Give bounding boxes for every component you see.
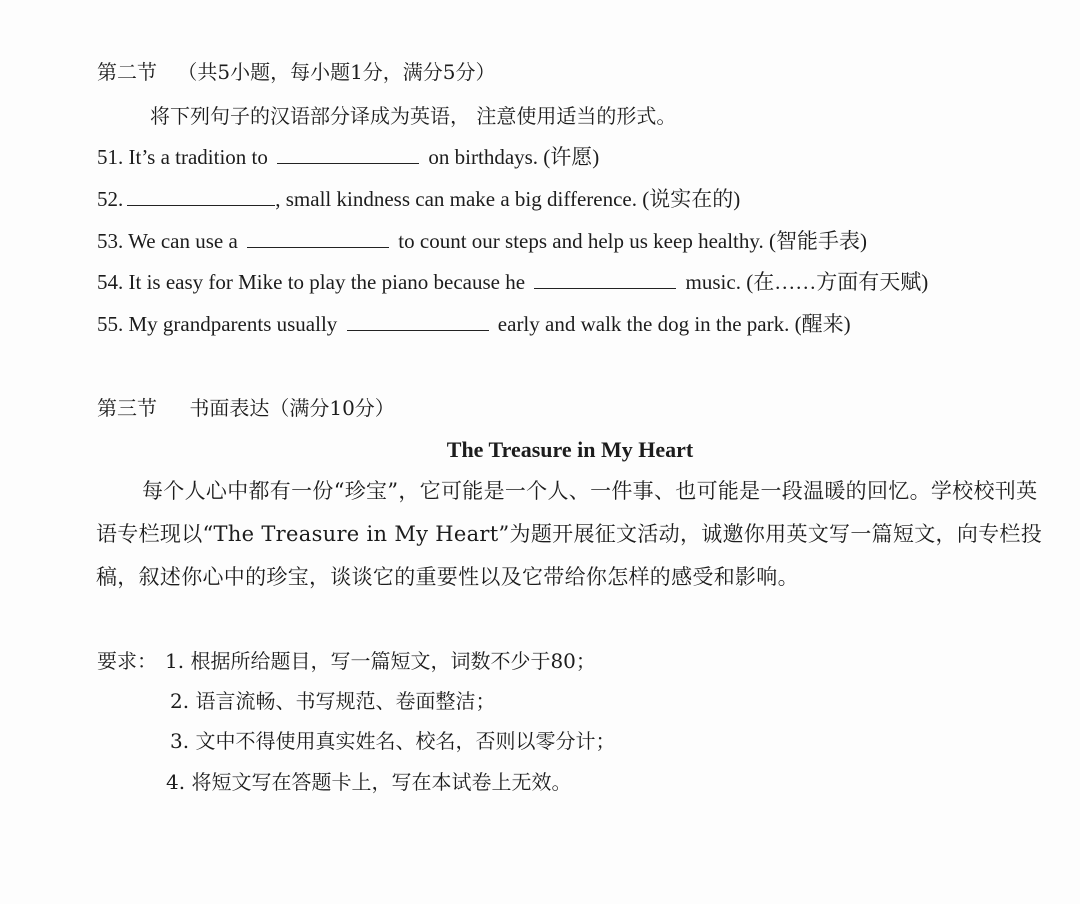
answer-blank[interactable]: [347, 310, 489, 331]
item-text-before: It is easy for Mike to play the piano because he: [128, 270, 526, 294]
item-52: [97, 185, 740, 213]
item-text-after: on birthdays. (许愿): [428, 145, 600, 169]
answer-blank[interactable]: [247, 227, 389, 248]
answer-blank[interactable]: [277, 143, 419, 164]
section2-score-note: （共5小题，每小题1分，满分5分）: [177, 60, 496, 84]
item-text-after: music. (在……方面有天赋): [685, 270, 929, 294]
answer-blank[interactable]: [534, 268, 676, 289]
requirement-item: 4. 将短文写在答题卡上，写在本试卷上无效。: [166, 770, 572, 794]
item-text-after: to count our steps and help us keep healthy. (智能手表): [398, 229, 868, 253]
requirement-item: 1. 根据所给题目，写一篇短文，词数不少于80；: [165, 649, 596, 673]
section3-heading: 第三节: [97, 396, 157, 420]
item-55: [97, 310, 851, 338]
essay-prompt-text: 每个人心中都有一份“珍宝”，它可能是一个人、一件事、也可能是一段温暖的回忆。学校校刊英语专栏现以“The Treasure in My Heart”为题开展征文活动，诚邀你用英文写一篇短文，向专栏投稿，叙述你心中的珍宝，谈谈它的重要性以及它带给你怎样的感受和影响。: [96, 479, 1043, 589]
section2-heading: 第二节: [97, 60, 157, 84]
item-53: [97, 227, 867, 255]
item-number: 54.: [97, 270, 124, 294]
item-54: [97, 268, 928, 296]
answer-blank[interactable]: [127, 185, 275, 206]
section2-instruction: 将下列句子的汉语部分译成为英语， 注意使用适当的形式。: [150, 104, 677, 128]
essay-title: The Treasure in My Heart: [446, 437, 694, 462]
item-number: 53.: [97, 229, 124, 253]
item-text-before: We can use a: [128, 229, 238, 253]
item-51: [97, 143, 599, 171]
requirement-item: 3. 文中不得使用真实姓名、校名，否则以零分计；: [170, 729, 616, 753]
item-text-after: early and walk the dog in the park. (醒来): [497, 312, 851, 336]
item-number: 55.: [97, 312, 124, 336]
section3-subheading: 书面表达（满分10分）: [189, 396, 395, 420]
essay-prompt: [96, 470, 1056, 599]
section2-header: [97, 58, 496, 86]
item-text-before: It’s a tradition to: [128, 145, 268, 169]
item-number: 51.: [97, 145, 124, 169]
item-text-before: My grandparents usually: [128, 312, 338, 336]
requirements-label: 要求：: [97, 649, 157, 673]
section3-header: [97, 394, 395, 422]
item-text-after: , small kindness can make a big difference. (说实在的): [275, 187, 741, 211]
item-number: 52.: [97, 187, 124, 211]
requirement-item: 2. 语言流畅、书写规范、卷面整洁；: [170, 689, 496, 713]
requirement-1-row: [97, 647, 596, 675]
